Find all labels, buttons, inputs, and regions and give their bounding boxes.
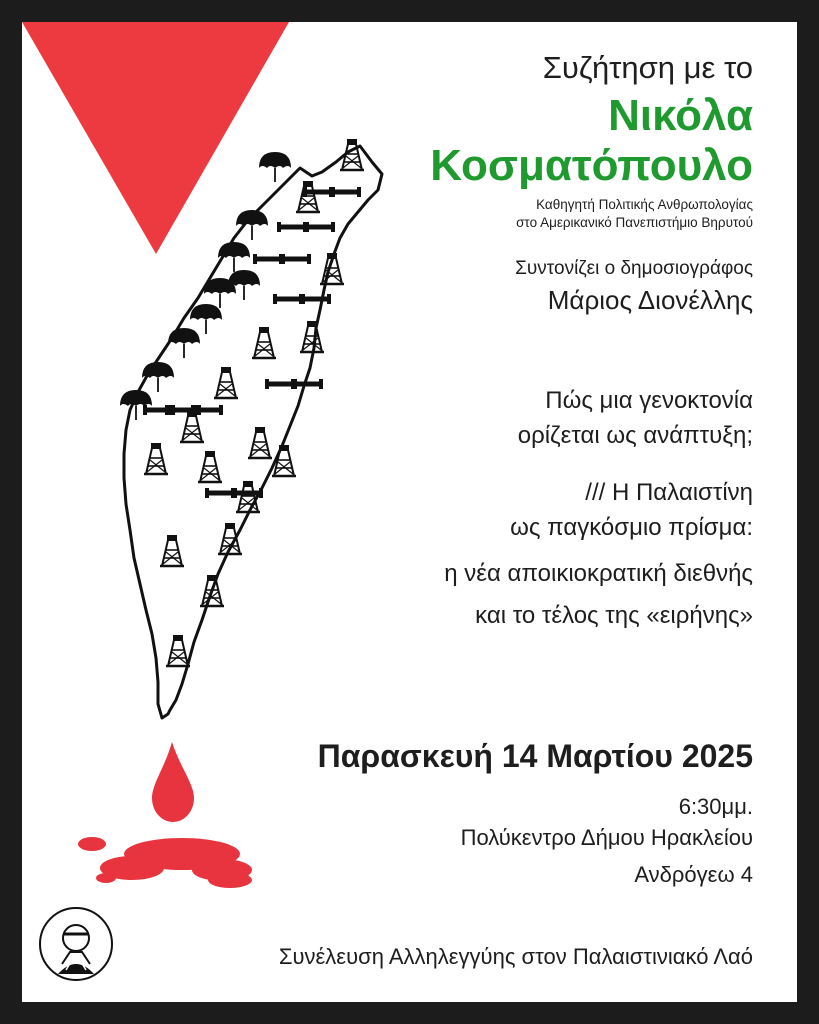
speaker-last-name: Κοσματόπουλο (430, 141, 753, 190)
affiliation-line-1: Καθηγητή Πολιτικής Ανθρωπολογίας (536, 197, 753, 212)
moderator-name: Μάριος Διονέλλης (547, 285, 753, 315)
topic-line-2: ορίζεται ως ανάπτυξη; (517, 422, 753, 449)
event-venue: Πολύκεντρο Δήμου Ηρακλείου (460, 825, 753, 850)
organizer-name: Συνέλευση Αλληλεγγύης στον Παλαιστινιακό Λαό (278, 944, 753, 969)
topic-line-1: Πώς μια γενοκτονία (545, 387, 753, 414)
event-time: 6:30μμ. (678, 794, 753, 819)
poster (22, 22, 797, 1002)
organization-logo (40, 908, 112, 980)
blood-drop-and-pool (78, 742, 252, 888)
topic-line-5: η νέα αποικιοκρατική διεθνής (444, 560, 753, 587)
topic-line-4: ως παγκόσμιο πρίσμα: (510, 514, 753, 541)
moderator-label: Συντονίζει ο δημοσιογράφος (515, 258, 753, 279)
speaker-first-name: Νικόλα (608, 91, 753, 140)
affiliation-line-2: στο Αμερικανικό Πανεπιστήμιο Βηρυτού (516, 215, 753, 230)
intro-text: Συζήτηση με το (542, 50, 753, 85)
event-address: Ανδρόγεω 4 (634, 862, 753, 887)
event-date: Παρασκευή 14 Μαρτίου 2025 (317, 738, 753, 774)
topic-line-6: και το τέλος της «ειρήνης» (475, 602, 753, 629)
topic-line-3: /// Η Παλαιστίνη (585, 479, 753, 506)
